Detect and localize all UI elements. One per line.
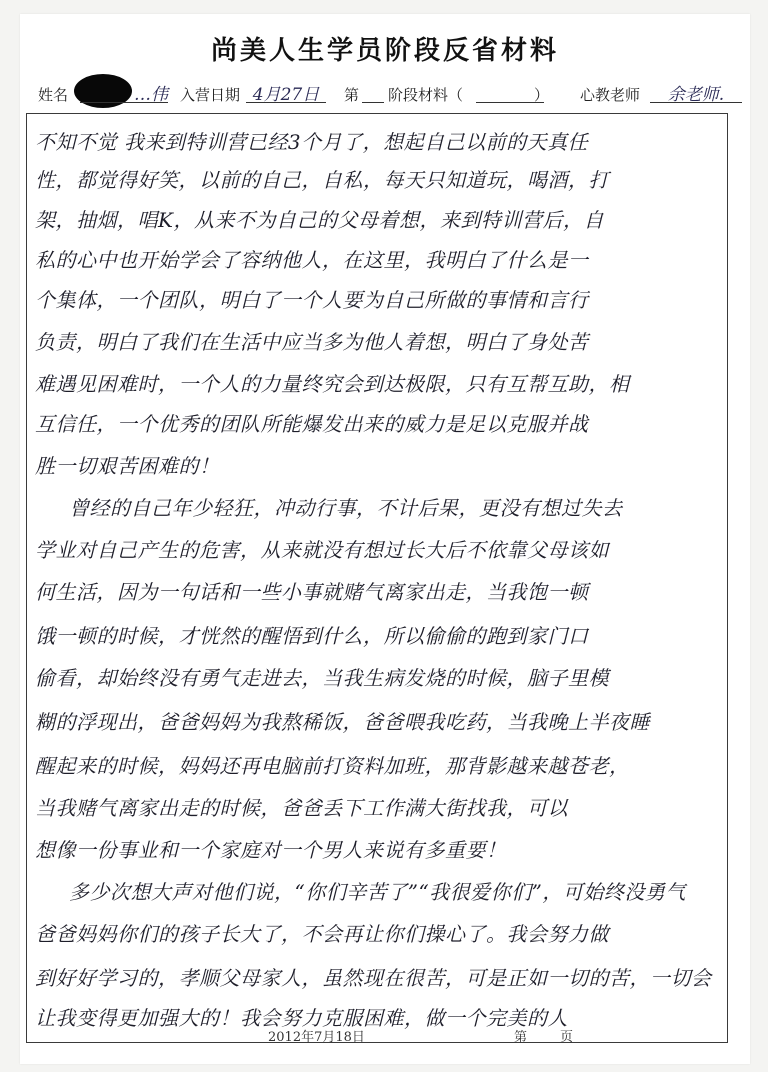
essay-line: 多少次想大声对他们说，“你们辛苦了”“我很爱你们”，可始终没勇气 [69, 880, 686, 904]
footer-page-suffix: 页 [560, 1030, 574, 1045]
essay-line: 个集体，一个团队，明白了一个人要为自己所做的事情和言行 [35, 288, 589, 312]
essay-line: 学业对自己产生的危害，从来就没有想过长大后不依靠父母该如 [35, 538, 609, 562]
stage-suffix: 阶段材料（ [388, 86, 464, 104]
stage-blank [362, 80, 384, 103]
footer-page-label: 第 [514, 1030, 528, 1045]
stage-label: 第 [344, 86, 360, 104]
essay-line: 负责，明白了我们在生活中应当多为他人着想，明白了身处苦 [35, 330, 589, 354]
form-header [14, 80, 734, 106]
essay-line: 到好好学习的，孝顺父母家人，虽然现在很苦，可是正如一切的苦，一切会 [35, 966, 712, 990]
essay-line: 架，抽烟，唱K，从来不为自己的父母着想，来到特训营后，自 [35, 208, 604, 232]
essay-line: 难遇见困难时，一个人的力量终究会到达极限，只有互帮互助，相 [35, 372, 630, 396]
document-title: 尚美人生学员阶段反省材料 [210, 36, 559, 66]
name-label: 姓名 [38, 86, 69, 104]
footer-date: 2012年7月18日 [268, 1030, 365, 1045]
essay-box [26, 113, 728, 1043]
teacher-label: 心教老师 [580, 86, 641, 104]
essay-line: 糊的浮现出，爸爸妈妈为我熬稀饭，爸爸喂我吃药，当我晚上半夜睡 [35, 710, 650, 734]
essay-line: 饿一顿的时候，才恍然的醒悟到什么，所以偷偷的跑到家门口 [35, 624, 589, 648]
essay-line: 爸爸妈妈你们的孩子长大了，不会再让你们操心了。我会努力做 [35, 922, 609, 946]
essay-line: 性，都觉得好笑，以前的自己，自私，每天只知道玩，喝酒，打 [35, 168, 609, 192]
essay-line: 不知不觉 我来到特训营已经3个月了，想起自己以前的天真任 [35, 130, 589, 154]
essay-line: 当我赌气离家出走的时候，爸爸丢下工作满大街找我，可以 [35, 796, 568, 820]
essay-line: 让我变得更加强大的！我会努力克服困难，做一个完美的人 [35, 1006, 568, 1030]
essay-line: 胜一切艰苦困难的！ [35, 454, 220, 478]
name-value: …伟 [80, 80, 168, 103]
enroll-date-value: 4月27日 [246, 80, 326, 103]
essay-line: 私的心中也开始学会了容纳他人，在这里，我明白了什么是一 [35, 248, 589, 272]
essay-line: 偷看，却始终没有勇气走进去，当我生病发烧的时候，脑子里模 [35, 666, 609, 690]
teacher-value: 余老师. [650, 80, 742, 103]
essay-line: 醒起来的时候，妈妈还再电脑前打资料加班，那背影越来越苍老， [35, 754, 630, 778]
essay-line: 想像一份事业和一个家庭对一个男人来说有多重要！ [35, 838, 507, 862]
page-footer [0, 1024, 768, 1048]
enroll-date-label: 入营日期 [180, 86, 241, 104]
essay-line: 何生活，因为一句话和一些小事就赌气离家出走，当我饱一顿 [35, 580, 589, 604]
stage-close: ） [534, 86, 550, 104]
essay-line: 互信任，一个优秀的团队所能爆发出来的威力是足以克服并战 [35, 412, 589, 436]
essay-line: 曾经的自己年少轻狂，冲动行事，不计后果，更没有想过失去 [69, 496, 623, 520]
